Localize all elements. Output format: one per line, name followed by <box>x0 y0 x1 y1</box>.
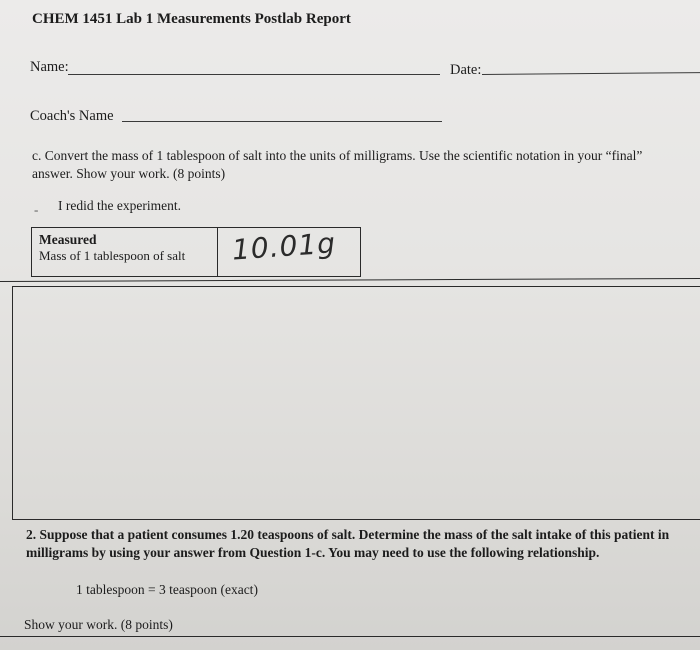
page-title: CHEM 1451 Lab 1 Measurements Postlab Report <box>32 11 351 27</box>
redid-text: I redid the experiment. <box>58 198 181 213</box>
work-area-box[interactable] <box>12 286 700 520</box>
question-2-line1: 2. Suppose that a patient consumes 1.20 teaspoons of salt. Determine the mass of the salt intake of this patient in <box>26 527 670 542</box>
name-line[interactable] <box>68 74 440 75</box>
show-work-text: Show your work. (8 points) <box>24 617 173 632</box>
measured-row-label: Mass of 1 tablespoon of salt <box>39 248 186 263</box>
question-2-reference: Question 1-c <box>249 545 322 560</box>
date-line[interactable] <box>482 72 700 75</box>
name-label: Name: <box>30 59 69 75</box>
measured-label-cell <box>32 228 218 276</box>
question-c-line1: c. Convert the mass of 1 tablespoon of salt into the units of milligrams. Use the scientific notation in your “final” <box>32 148 643 163</box>
question-c-line2: answer. Show your work. (8 points) <box>32 166 226 181</box>
measured-table <box>31 227 361 277</box>
checkbox-mark[interactable]: - <box>34 202 39 217</box>
question-2-line2 <box>26 544 599 562</box>
bottom-line <box>0 636 700 637</box>
relationship-text: 1 tablespoon = 3 teaspoon (exact) <box>76 582 258 597</box>
date-label: Date: <box>450 62 482 78</box>
coach-line[interactable] <box>122 121 442 122</box>
coach-label: Coach's Name <box>30 108 114 124</box>
question-2-line2-part1: milligrams by using your answer from <box>26 545 250 560</box>
measured-header: Measured <box>39 232 97 247</box>
separator-line <box>0 278 700 282</box>
handwritten-value[interactable]: 10.01g <box>230 226 337 267</box>
question-2-line2-part2: . You may need to use the following relationship. <box>321 545 600 560</box>
